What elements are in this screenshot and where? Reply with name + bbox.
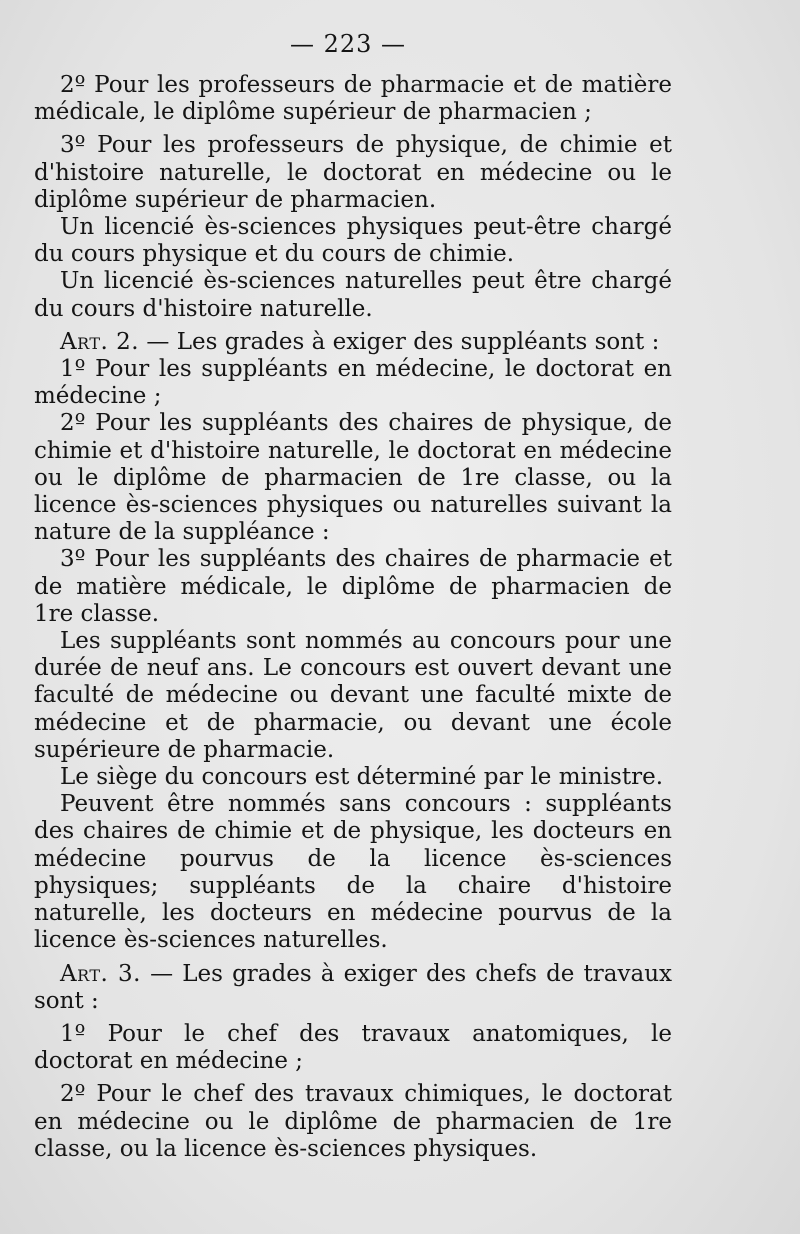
paragraph: Les suppléants sont nommés au concours pour une durée de neuf ans. Le concours est ouvert devant une faculté de médecine ou devant une faculté mixte de médecine et de pharmacie, ou devant une école supérieure de pharmacie.: [34, 628, 672, 763]
article-paragraph: Art. 3. — Les grades à exiger des chefs de travaux sont :: [34, 960, 672, 1014]
paragraph: Un licencié ès-sciences naturelles peut être chargé du cours d'histoire naturelle.: [34, 268, 672, 322]
article-paragraph: Art. 2. — Les grades à exiger des suppléants sont :: [60, 328, 660, 355]
article-number: Art. 2.: [60, 328, 140, 355]
paragraph: Un licencié ès-sciences physiques peut-être chargé du cours physique et du cours de chimie.: [34, 214, 672, 268]
paragraph: 3º Pour les professeurs de physique, de chimie et d'histoire naturelle, le doctorat en médecine ou le diplôme supérieur de pharmacien.: [34, 132, 672, 213]
paragraph: 1º Pour les suppléants en médecine, le doctorat en médecine ;: [34, 356, 672, 410]
body-text: [34, 72, 672, 1163]
paragraph: 3º Pour les suppléants des chaires de pharmacie et de matière médicale, le diplôme de pharmacien de 1re classe.: [34, 546, 672, 627]
page-number: — 223 —: [289, 30, 407, 58]
paragraph: 1º Pour le chef des travaux anatomiques, le doctorat en médecine ;: [34, 1020, 672, 1075]
paragraph: 2º Pour le chef des travaux chimiques, le doctorat en médecine ou le diplôme de pharmacien de 1re classe, ou la licence ès-sciences physiques.: [34, 1081, 672, 1162]
paragraph: 2º Pour les professeurs de pharmacie et de matière médicale, le diplôme supérieur de pharmacien ;: [34, 72, 672, 126]
paragraph: Le siège du concours est déterminé par le ministre.: [60, 764, 664, 791]
article-number: Art. 3.: [60, 960, 141, 987]
paragraph: 2º Pour les suppléants des chaires de physique, de chimie et d'histoire naturelle, le doctorat en médecine ou le diplôme de pharmacien de 1re classe, ou la licence ès-sciences physiques ou naturelles suivant la nature de la suppléance :: [34, 410, 672, 546]
paragraph: Peuvent être nommés sans concours : suppléants des chaires de chimie et de physique, les docteurs en médecine pourvus de la licence ès-sciences physiques; suppléants de la chaire d'histoire naturelle, les docteurs en médecine pourvus de la licence ès-sciences naturelles.: [34, 791, 672, 954]
